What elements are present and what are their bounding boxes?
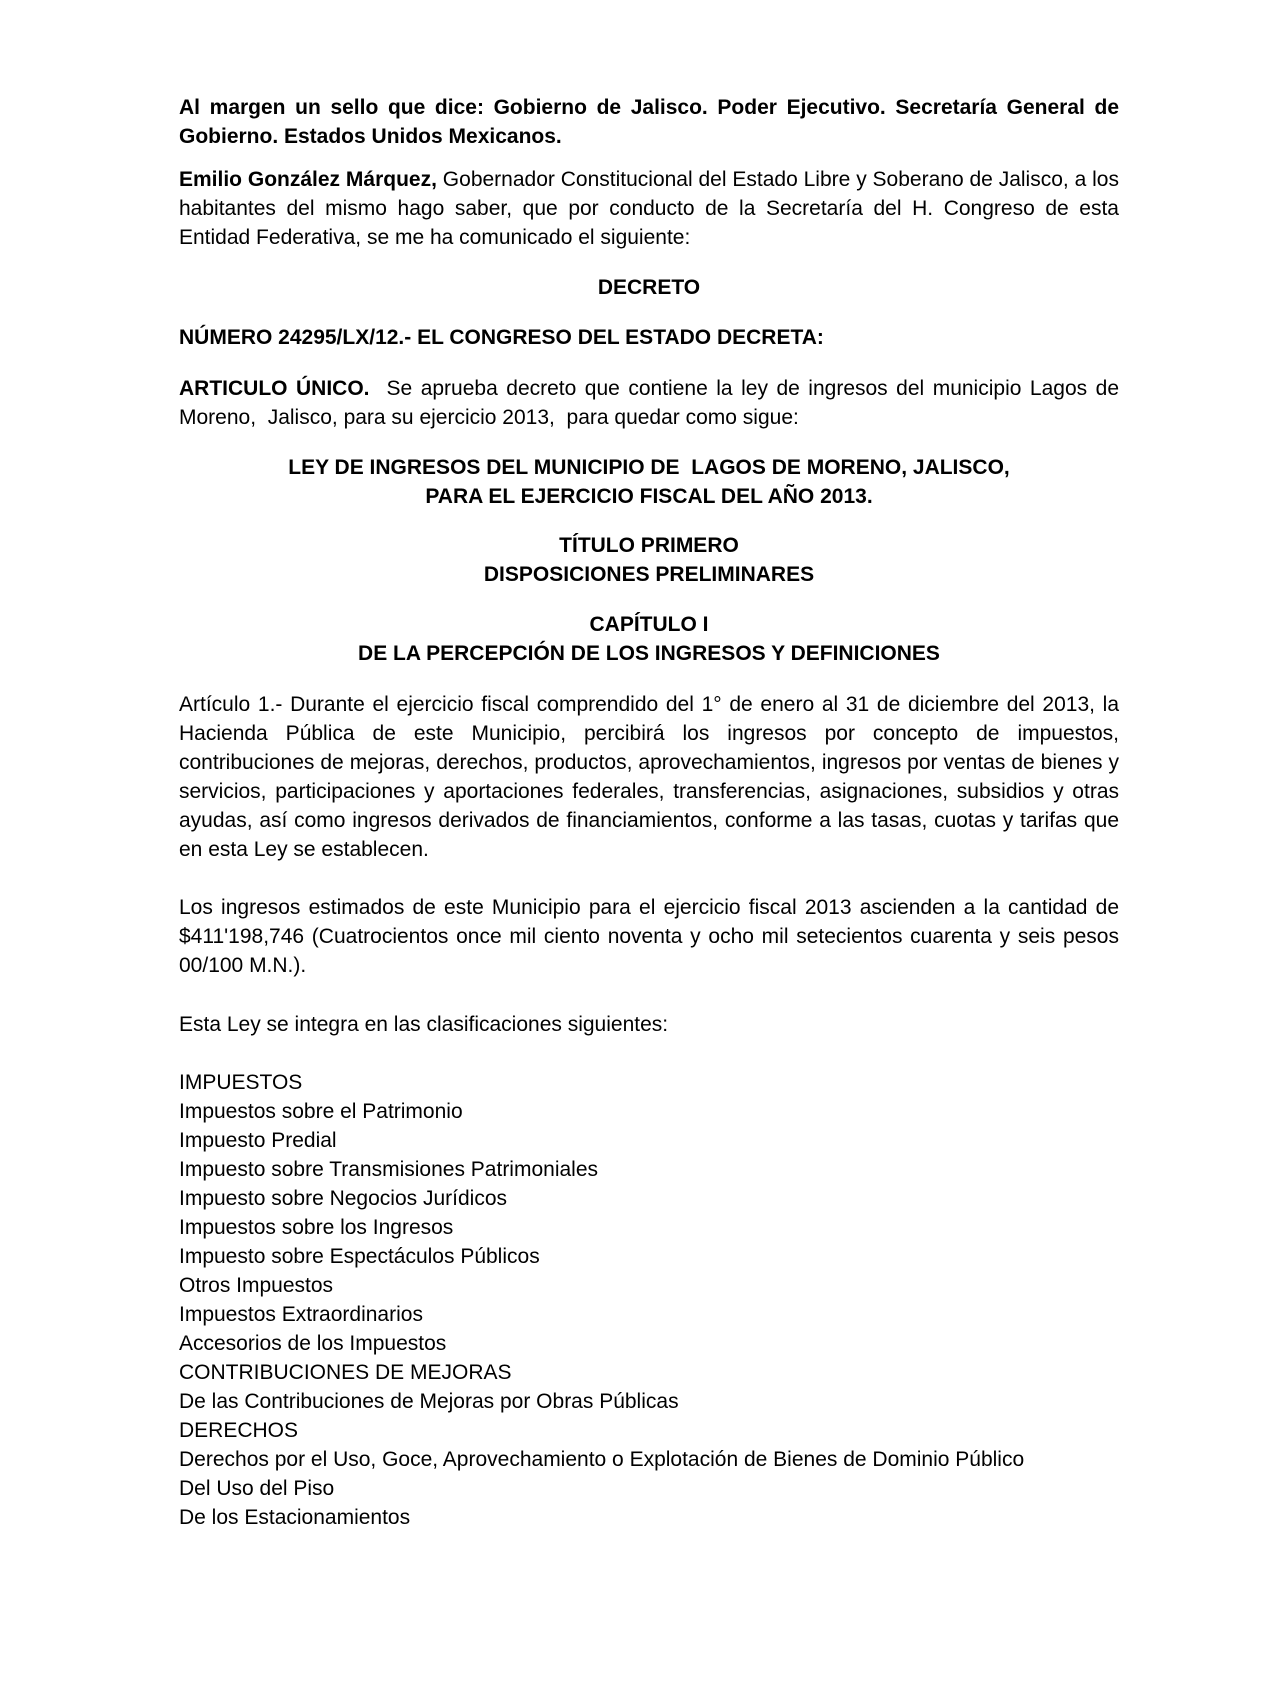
list-item: Otros Impuestos: [179, 1274, 334, 1297]
intro-text: Gobernador Constitucional del Estado Libre y Soberano de Jalisco, a los habitantes del mismo hago saber, que por conducto de la Secretaría del H. Congreso de esta Entidad Federativa, se me ha comunicado el siguiente:: [179, 168, 1119, 249]
integra-paragraph: Esta Ley se integra en las clasificaciones siguientes:: [179, 1013, 669, 1036]
capitulo-line-1: CAPÍTULO I: [589, 613, 709, 636]
list-item: Impuesto sobre Transmisiones Patrimoniales: [179, 1158, 599, 1181]
ley-title: [179, 453, 1119, 511]
list-item: Impuestos sobre los Ingresos: [179, 1216, 454, 1239]
intro-paragraph: [179, 165, 1119, 252]
list-item: Accesorios de los Impuestos: [179, 1332, 447, 1355]
list-item: DERECHOS: [179, 1419, 299, 1442]
clasificaciones-list: [179, 1068, 1119, 1532]
list-item: Impuesto sobre Negocios Jurídicos: [179, 1187, 507, 1210]
governor-name: Emilio González Márquez,: [179, 168, 437, 191]
document-page: [179, 93, 1125, 1532]
articulo-unico-label: ARTICULO ÚNICO.: [179, 377, 370, 400]
ley-title-line-1: LEY DE INGRESOS DEL MUNICIPIO DE LAGOS DE MORENO, JALISCO,: [288, 456, 1010, 479]
list-item: Derechos por el Uso, Goce, Aprovechamiento o Explotación de Bienes de Dominio Público: [179, 1448, 1025, 1471]
titulo-line-2: DISPOSICIONES PRELIMINARES: [483, 563, 815, 586]
list-item: Impuestos sobre el Patrimonio: [179, 1100, 463, 1123]
titulo-line-1: TÍTULO PRIMERO: [559, 534, 739, 557]
titulo-heading: [179, 531, 1119, 589]
list-item: Impuesto Predial: [179, 1129, 337, 1152]
list-item: CONTRIBUCIONES DE MEJORAS: [179, 1361, 512, 1384]
list-item: Impuestos Extraordinarios: [179, 1303, 423, 1326]
sello-paragraph: Al margen un sello que dice: Gobierno de Jalisco. Poder Ejecutivo. Secretaría General de Gobierno. Estados Unidos Mexicanos.: [179, 96, 1119, 148]
list-item: IMPUESTOS: [179, 1071, 303, 1094]
capitulo-heading: [179, 610, 1119, 668]
ingresos-estimados-paragraph: Los ingresos estimados de este Municipio para el ejercicio fiscal 2013 ascienden a la cantidad de $411'198,746 (Cuatrocientos once mil ciento noventa y ocho mil setecientos cuarenta y seis pesos 00/100 M.N.).: [179, 896, 1119, 977]
articulo-unico-text: Se aprueba decreto que contiene la ley de ingresos del municipio Lagos de Moreno, Jalisco, para su ejercicio 2013, para quedar como sigue:: [179, 377, 1125, 429]
list-item: De los Estacionamientos: [179, 1506, 411, 1529]
ley-title-line-2: PARA EL EJERCICIO FISCAL DEL AÑO 2013.: [425, 485, 873, 508]
numero-heading: NÚMERO 24295/LX/12.- EL CONGRESO DEL ESTADO DECRETA:: [179, 326, 824, 349]
decreto-heading: DECRETO: [597, 276, 701, 299]
list-item: Impuesto sobre Espectáculos Públicos: [179, 1245, 540, 1268]
articulo-unico-paragraph: [179, 374, 1125, 432]
capitulo-line-2: DE LA PERCEPCIÓN DE LOS INGRESOS Y DEFINICIONES: [358, 642, 940, 665]
articulo-1-paragraph: Artículo 1.- Durante el ejercicio fiscal comprendido del 1° de enero al 31 de diciembre del 2013, la Hacienda Pública de este Municipio, percibirá los ingresos por concepto de impuestos, contribuciones de mejoras, derechos, productos, aprovechamientos, ingresos por ventas de bienes y servicios, participaciones y aportaciones federales, transferencias, asignaciones, subsidios y otras ayudas, así como ingresos derivados de financiamientos, conforme a las tasas, cuotas y tarifas que en esta Ley se establecen.: [179, 693, 1119, 861]
list-item: De las Contribuciones de Mejoras por Obras Públicas: [179, 1390, 679, 1413]
list-item: Del Uso del Piso: [179, 1477, 335, 1500]
